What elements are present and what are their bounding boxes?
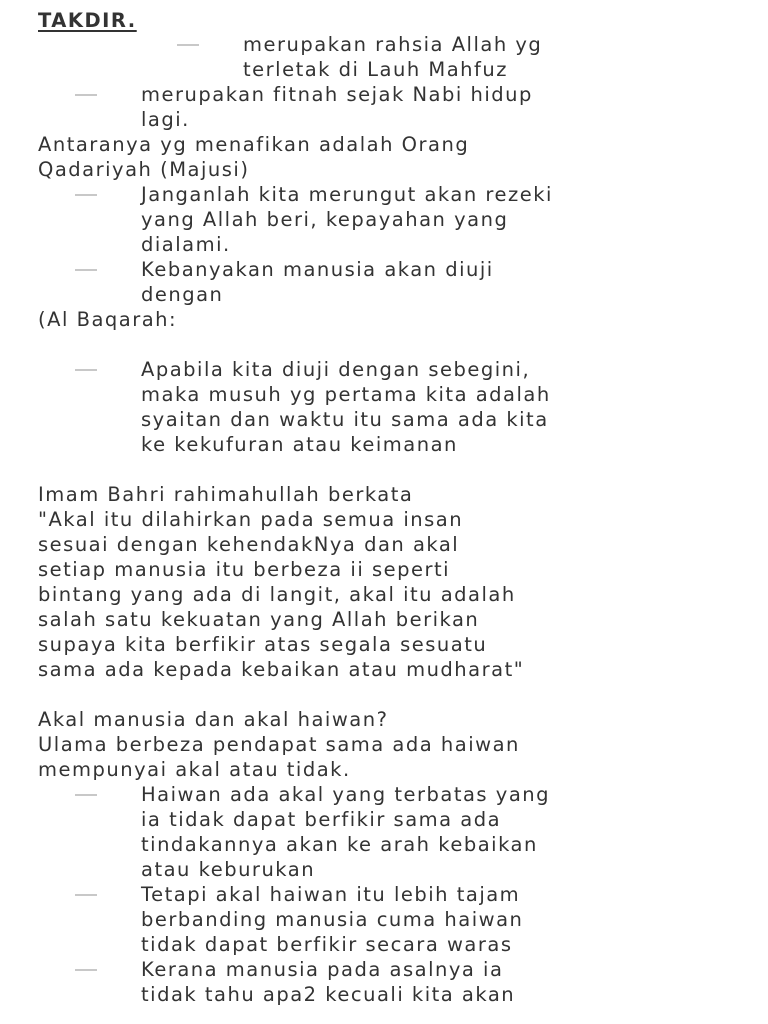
paragraph-line: sesuai dengan kehendakNya dan akal bbox=[38, 533, 460, 556]
paragraph-line: setiap manusia itu berbeza ii seperti bbox=[38, 558, 451, 581]
bullet-text-line: ke kekufuran atau keimanan bbox=[141, 433, 458, 456]
bullet-text-line: berbanding manusia cuma haiwan bbox=[141, 908, 524, 931]
bullet-text-line: dialami. bbox=[141, 233, 231, 256]
paragraph-line: salah satu kekuatan yang Allah berikan bbox=[38, 608, 480, 631]
document-title: TAKDIR. bbox=[38, 9, 137, 32]
bullet-text-line: lagi. bbox=[141, 108, 190, 131]
paragraph-line: (Al Baqarah: bbox=[38, 308, 178, 331]
bullet-text-line: Kebanyakan manusia akan diuji bbox=[141, 258, 494, 281]
bullet-text-line: atau keburukan bbox=[141, 858, 316, 881]
bullet-dash bbox=[177, 44, 199, 46]
paragraph-line: Antaranya yg menafikan adalah Orang bbox=[38, 133, 470, 156]
bullet-text-line: tindakannya akan ke arah kebaikan bbox=[141, 833, 538, 856]
bullet-text-line: Apabila kita diuji dengan sebegini, bbox=[141, 358, 531, 381]
bullet-text-line: maka musuh yg pertama kita adalah bbox=[141, 383, 551, 406]
bullet-text-line: ia tidak dapat berfikir sama ada bbox=[141, 808, 502, 831]
paragraph-line: bintang yang ada di langit, akal itu adalah bbox=[38, 583, 516, 606]
paragraph-line: Imam Bahri rahimahullah berkata bbox=[38, 483, 414, 506]
paragraph-line: Ulama berbeza pendapat sama ada haiwan bbox=[38, 733, 520, 756]
bullet-text-line: Tetapi akal haiwan itu lebih tajam bbox=[141, 883, 521, 906]
paragraph-line: mempunyai akal atau tidak. bbox=[38, 758, 351, 781]
bullet-text-line: tidak tahu apa2 kecuali kita akan bbox=[141, 983, 516, 1006]
paragraph-line: Qadariyah (Majusi) bbox=[38, 158, 250, 181]
bullet-text-line: merupakan rahsia Allah yg bbox=[243, 33, 543, 56]
bullet-text-line: yang Allah beri, kepayahan yang bbox=[141, 208, 509, 231]
bullet-text-line: dengan bbox=[141, 283, 224, 306]
paragraph-line: sama ada kepada kebaikan atau mudharat" bbox=[38, 658, 525, 681]
bullet-dash bbox=[75, 94, 97, 96]
bullet-dash bbox=[75, 894, 97, 896]
bullet-text-line: Janganlah kita merungut akan rezeki bbox=[141, 183, 553, 206]
bullet-dash bbox=[75, 369, 97, 371]
bullet-dash bbox=[75, 794, 97, 796]
paragraph-line: supaya kita berfikir atas segala sesuatu bbox=[38, 633, 488, 656]
paragraph-line: "Akal itu dilahirkan pada semua insan bbox=[38, 508, 464, 531]
bullet-text-line: tidak dapat berfikir secara waras bbox=[141, 933, 513, 956]
bullet-dash bbox=[75, 969, 97, 971]
bullet-text-line: merupakan fitnah sejak Nabi hidup bbox=[141, 83, 533, 106]
bullet-dash bbox=[75, 269, 97, 271]
bullet-text-line: terletak di Lauh Mahfuz bbox=[243, 58, 508, 81]
bullet-text-line: Kerana manusia pada asalnya ia bbox=[141, 958, 504, 981]
bullet-dash bbox=[75, 194, 97, 196]
paragraph-line: Akal manusia dan akal haiwan? bbox=[38, 708, 389, 731]
bullet-text-line: syaitan dan waktu itu sama ada kita bbox=[141, 408, 549, 431]
bullet-text-line: Haiwan ada akal yang terbatas yang bbox=[141, 783, 551, 806]
